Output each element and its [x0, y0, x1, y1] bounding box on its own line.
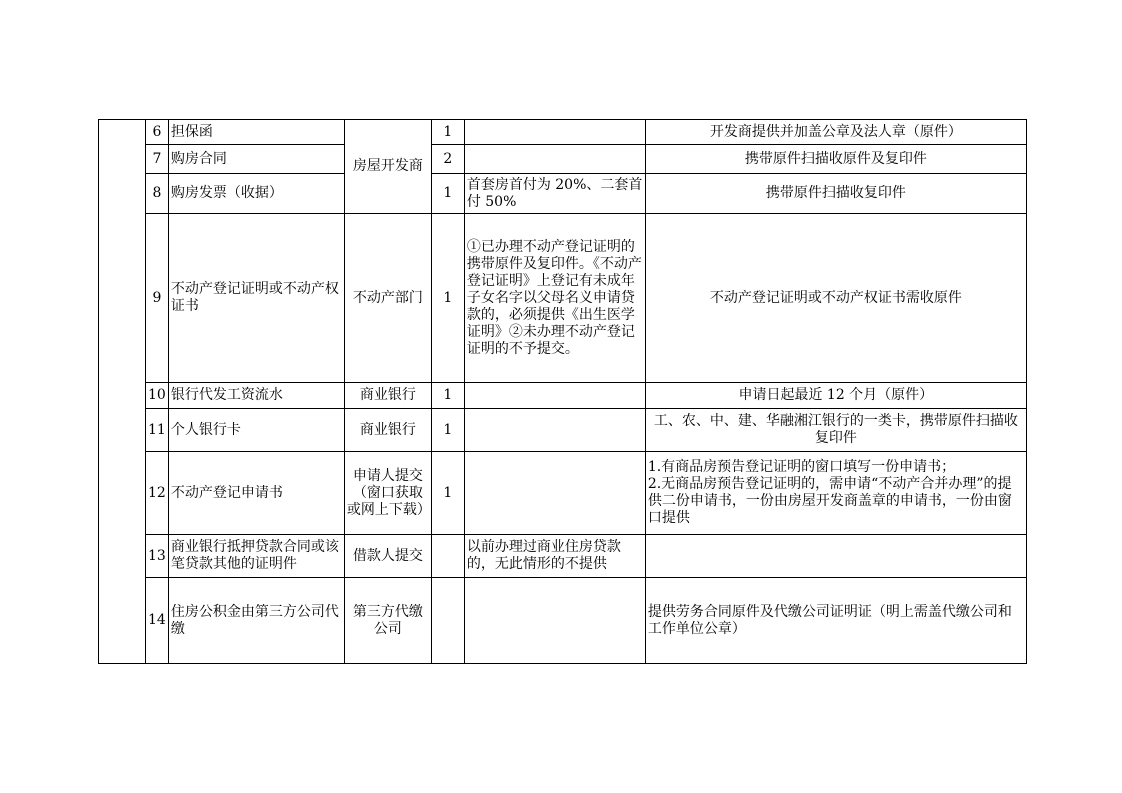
remark: 提供劳务合同原件及代缴公司证明证（明上需盖代缴公司和工作单位公章）	[645, 578, 1026, 664]
quantity: 1	[431, 174, 464, 214]
material-name: 不动产登记证明或不动产权证书	[168, 214, 344, 383]
note: ①已办理不动产登记证明的携带原件及复印件。《不动产登记证明》上登记有未成年子女名字以父母名义申请贷款的，必须提供《出生医学证明》②未办理不动产登记证明的不予提交。	[464, 214, 645, 383]
remark-line-2: 2.无商品房预告登记证明的，需申请“不动产合并办理”的提供二份申请书，一份由房屋开发商盖章的申请书，一份由窗口提供	[647, 476, 1012, 526]
row-number: 14	[146, 578, 169, 664]
remark: 工、农、中、建、华融湘江银行的一类卡，携带原件扫描收复印件	[645, 409, 1026, 452]
remark: 申请日起最近 12 个月（原件）	[645, 383, 1026, 409]
material-name: 购房发票（收据）	[168, 174, 344, 214]
remark: 携带原件扫描收原件及复印件	[645, 145, 1026, 174]
remark: 不动产登记证明或不动产权证书需收原件	[645, 214, 1026, 383]
material-name: 不动产登记申请书	[168, 452, 344, 535]
material-name: 商业银行抵押贷款合同或该笔贷款其他的证明件	[168, 535, 344, 578]
quantity: 1	[431, 120, 464, 145]
table-row	[99, 535, 1027, 578]
quantity: 1	[431, 452, 464, 535]
remark: 开发商提供并加盖公章及法人章（原件）	[645, 120, 1026, 145]
material-name: 购房合同	[168, 145, 344, 174]
source-dept: 不动产部门	[344, 214, 431, 383]
remark	[645, 452, 1026, 535]
row-number: 7	[146, 145, 169, 174]
merged-left-column	[99, 120, 146, 664]
material-name: 银行代发工资流水	[168, 383, 344, 409]
source-dept: 房屋开发商	[344, 120, 431, 214]
table-row	[99, 214, 1027, 383]
row-number: 11	[146, 409, 169, 452]
quantity: 1	[431, 383, 464, 409]
quantity: 1	[431, 409, 464, 452]
table-row	[99, 145, 1027, 174]
table-row	[99, 578, 1027, 664]
quantity	[431, 578, 464, 664]
note	[464, 383, 645, 409]
remark-line-1: 1.有商品房预告登记证明的窗口填写一份申请书；	[647, 459, 956, 475]
remark: 携带原件扫描收复印件	[645, 174, 1026, 214]
row-number: 13	[146, 535, 169, 578]
table-row	[99, 174, 1027, 214]
quantity: 1	[431, 214, 464, 383]
table-row	[99, 452, 1027, 535]
note	[464, 120, 645, 145]
source-dept: 申请人提交（窗口获取或网上下载）	[344, 452, 431, 535]
note	[464, 409, 645, 452]
material-name: 个人银行卡	[168, 409, 344, 452]
table-row	[99, 120, 1027, 145]
note: 首套房首付为 20%、二套首付 50%	[464, 174, 645, 214]
table-row	[99, 409, 1027, 452]
table-row	[99, 383, 1027, 409]
source-dept: 借款人提交	[344, 535, 431, 578]
row-number: 12	[146, 452, 169, 535]
source-dept: 第三方代缴公司	[344, 578, 431, 664]
note: 以前办理过商业住房贷款的，无此情形的不提供	[464, 535, 645, 578]
material-name: 担保函	[168, 120, 344, 145]
row-number: 8	[146, 174, 169, 214]
row-number: 9	[146, 214, 169, 383]
source-dept: 商业银行	[344, 409, 431, 452]
note	[464, 145, 645, 174]
quantity: 2	[431, 145, 464, 174]
row-number: 10	[146, 383, 169, 409]
row-number: 6	[146, 120, 169, 145]
materials-table	[98, 119, 1027, 664]
note	[464, 452, 645, 535]
remark	[645, 535, 1026, 578]
material-name: 住房公积金由第三方公司代缴	[168, 578, 344, 664]
note	[464, 578, 645, 664]
quantity	[431, 535, 464, 578]
source-dept: 商业银行	[344, 383, 431, 409]
